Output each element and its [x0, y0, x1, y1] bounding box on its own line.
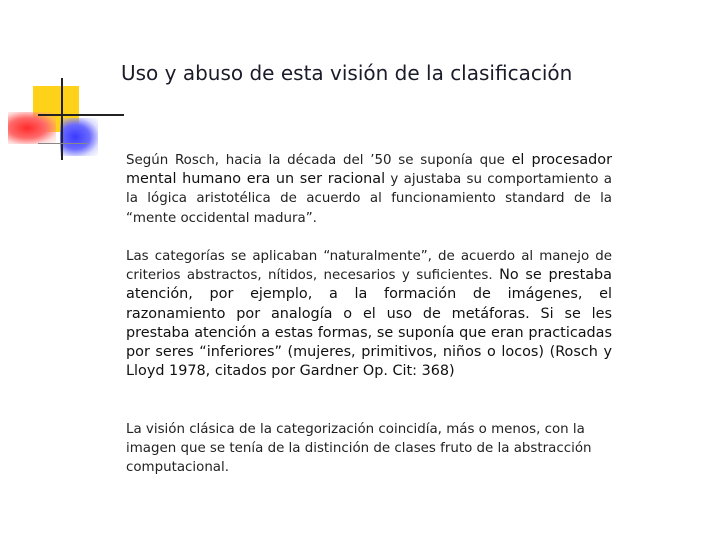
logo-red-square [8, 112, 56, 144]
logo-vertical-line [61, 78, 63, 160]
logo-horizontal-line [38, 114, 124, 116]
paragraph-1 [126, 151, 612, 228]
paragraph-2-emphasis: No se prestaba atención, por ejemplo, a la formación de imágenes, el razonamiento por analogía o el uso de metáforas. Si se les prestaba atención a estas formas, se suponía que eran practicadas por seres “inferiores” (mujeres, primitivos, niños o locos) (Rosch y Lloyd 1978, citados por Gardner Op. Cit: 368) [126, 267, 612, 380]
paragraph-1-text-c: y ajustaba su comportamiento a la lógica aristotélica de acuerdo al funcionamiento standard de la “mente occidental madura”. [126, 172, 612, 226]
paragraph-3: La visión clásica de la categorización coincidía, más o menos, con la imagen que se tenía de la distinción de clases fruto de la abstracción computacional. [126, 422, 592, 476]
slide-title: Uso y abuso de esta visión de la clasificación [121, 61, 573, 85]
paragraph-1-text-a: Según Rosch, hacia la década del ’50 se suponía que [126, 153, 512, 168]
paragraph-2 [126, 247, 612, 381]
decorative-logo [0, 0, 110, 170]
paragraph-1-emphasis: el procesador mental humano era un ser racional [126, 152, 612, 188]
logo-horizontal-line-secondary [38, 143, 88, 144]
paragraph-2-text-a: Las categorías se aplicaban “naturalmente”, de acuerdo al manejo de criterios abstractos, nítidos, necesarios y suficientes. [126, 249, 612, 284]
logo-blue-square [60, 118, 98, 156]
